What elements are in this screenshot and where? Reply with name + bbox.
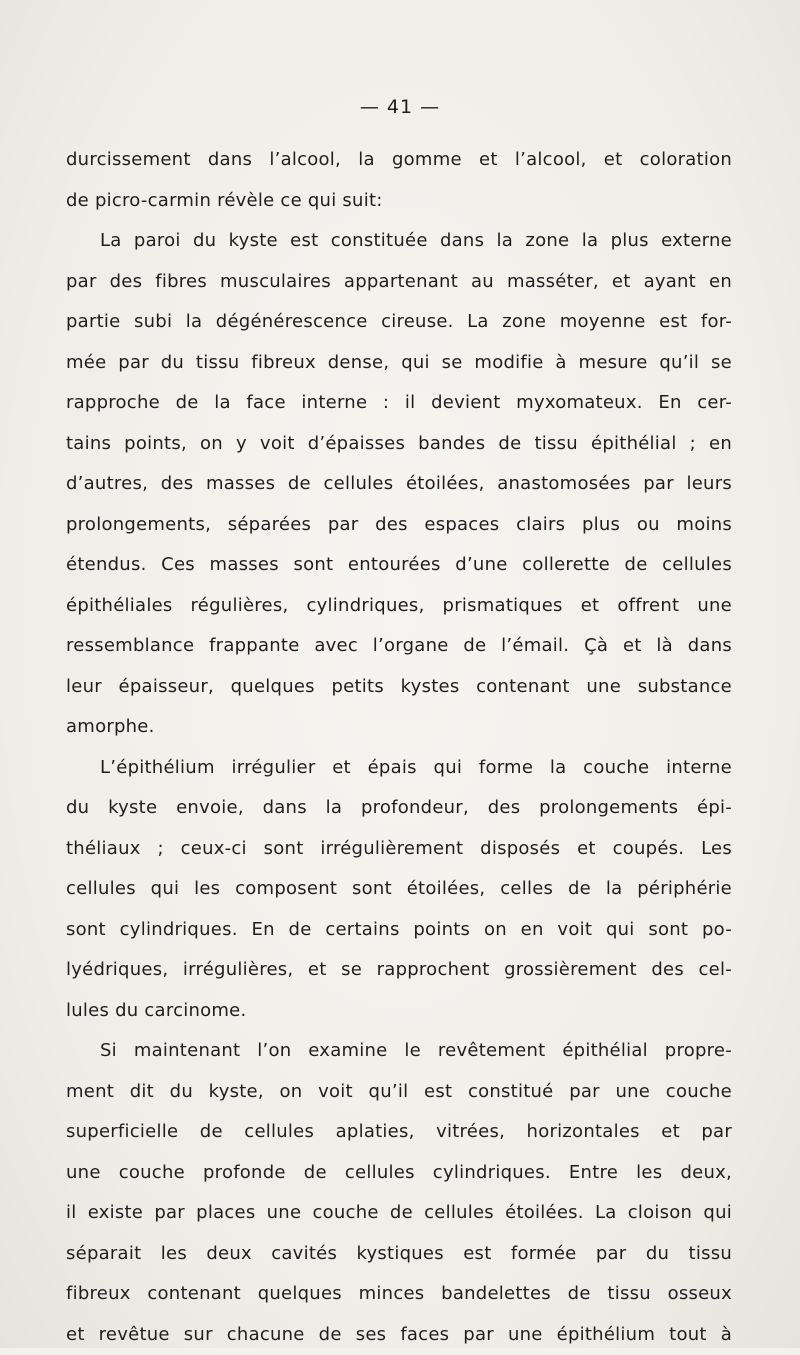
text-line: L’épithélium irrégulier et épais qui forme la couche interne xyxy=(66,748,732,789)
text-line: de picro-carmin révèle ce qui suit: xyxy=(66,181,732,222)
text-line: du kyste envoie, dans la profondeur, des prolongements épi- xyxy=(66,788,732,829)
text-line: d’autres, des masses de cellules étoilées, anastomosées par leurs xyxy=(66,464,732,505)
text-line: une couche profonde de cellules cylindriques. Entre les deux, xyxy=(66,1153,732,1194)
text-line: durcissement dans l’alcool, la gomme et l’alcool, et coloration xyxy=(66,140,732,181)
text-line: lules du carcinome. xyxy=(66,991,732,1032)
text-line: cellules qui les composent sont étoilées, celles de la périphérie xyxy=(66,869,732,910)
text-line: théliaux ; ceux-ci sont irrégulièrement disposés et coupés. Les xyxy=(66,829,732,870)
text-line: et revêtue sur chacune de ses faces par une épithélium tout à xyxy=(66,1315,732,1355)
text-line: ressemblance frappante avec l’organe de l’émail. Çà et là dans xyxy=(66,626,732,667)
text-line: rapproche de la face interne : il devient myxomateux. En cer- xyxy=(66,383,732,424)
text-line: leur épaisseur, quelques petits kystes contenant une substance xyxy=(66,667,732,708)
text-line: par des fibres musculaires appartenant au masséter, et ayant en xyxy=(66,262,732,303)
body-text xyxy=(66,140,732,1355)
text-line: amorphe. xyxy=(66,707,732,748)
text-line: épithéliales régulières, cylindriques, prismatiques et offrent une xyxy=(66,586,732,627)
text-line: Si maintenant l’on examine le revêtement épithélial propre- xyxy=(66,1031,732,1072)
text-line: ment dit du kyste, on voit qu’il est constitué par une couche xyxy=(66,1072,732,1113)
text-line: partie subi la dégénérescence cireuse. La zone moyenne est for- xyxy=(66,302,732,343)
text-line: tains points, on y voit d’épaisses bandes de tissu épithélial ; en xyxy=(66,424,732,465)
text-line: lyédriques, irrégulières, et se rapprochent grossièrement des cel- xyxy=(66,950,732,991)
text-line: il existe par places une couche de cellules étoilées. La cloison qui xyxy=(66,1193,732,1234)
text-line: superficielle de cellules aplaties, vitrées, horizontales et par xyxy=(66,1112,732,1153)
text-line: fibreux contenant quelques minces bandelettes de tissu osseux xyxy=(66,1274,732,1315)
text-line: séparait les deux cavités kystiques est formée par du tissu xyxy=(66,1234,732,1275)
text-line: sont cylindriques. En de certains points on en voit qui sont po- xyxy=(66,910,732,951)
text-line: étendus. Ces masses sont entourées d’une collerette de cellules xyxy=(66,545,732,586)
text-line: prolongements, séparées par des espaces clairs plus ou moins xyxy=(66,505,732,546)
page-number: — 41 — xyxy=(0,96,800,118)
text-line: mée par du tissu fibreux dense, qui se modifie à mesure qu’il se xyxy=(66,343,732,384)
text-line: La paroi du kyste est constituée dans la zone la plus externe xyxy=(66,221,732,262)
